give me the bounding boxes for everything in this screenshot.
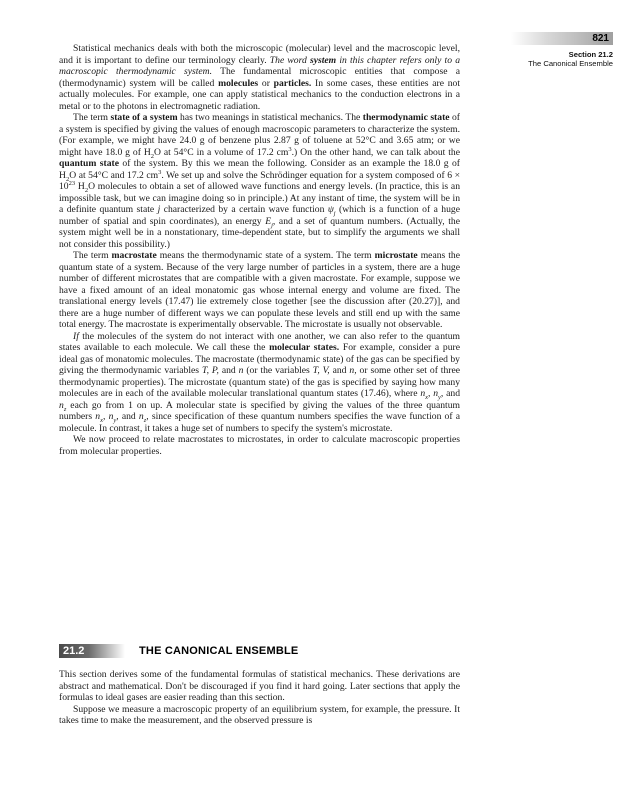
text-run: , [428, 388, 434, 399]
text-run: In some cases, these entities are not actually molecules. For example, one can apply statistical mechanics to the conduction electrons in a metal or to the photons in electromagnetic radiation. [59, 77, 461, 112]
text-run: T, V, [312, 365, 330, 376]
text-run: The term [73, 250, 112, 261]
text-run: , and [440, 388, 460, 399]
text-run: ψ [327, 204, 334, 215]
text-run: n [420, 388, 426, 399]
text-run: , and [116, 411, 139, 422]
text-run: , [102, 411, 109, 422]
text-run: 2 [84, 186, 89, 194]
text-run: macrostate [111, 250, 157, 261]
text-run: of a system is specified by giving the values of enough macroscopic parameters to characterize the system. (For example, we might have 24.0 g of benzene plus 2.87 g of toluene at 52°C and 3.65 atm; or we might have 18.0 g of H [59, 112, 461, 158]
text-run: in this chapter refers only to a macroscopic thermodynamic system. [59, 54, 460, 77]
text-run: O at 54°C in a volume of 17.2 cm [154, 146, 289, 158]
paragraph [59, 112, 460, 250]
text-run: 3 [288, 145, 292, 153]
text-run: has two meanings in statistical mechanics. The [177, 112, 363, 123]
body-text [59, 43, 460, 457]
section-heading-number: 21.2 [63, 645, 85, 657]
text-run: n, [349, 365, 357, 376]
text-run: n [95, 411, 101, 422]
page-number-box [511, 32, 613, 45]
text-run: Suppose we measure a macroscopic property of an equilibrium system, for example, the pressure. It takes time to make the measurement, and the observed pressure is [59, 703, 460, 726]
text-run: of the system. By this we mean the following. Consider as an example the 18.0 g of H [59, 158, 460, 181]
text-run: quantum state [59, 158, 119, 169]
text-run: particles. [273, 77, 312, 89]
text-run: For example, consider a pure ideal gas of monatomic molecules. The macrostate (thermodynamic state) of the gas can be specified by giving the thermodynamic variables [59, 342, 460, 376]
text-run: y [113, 416, 117, 424]
text-run: characterized by a certain wave function [160, 204, 328, 215]
text-run: or [258, 77, 274, 89]
text-run: n [59, 399, 64, 411]
text-run: The term [73, 112, 111, 123]
text-run: The fundamental microscopic entities that compose a (thermodynamic) system will be called [59, 66, 460, 89]
text-run: and [329, 365, 350, 376]
text-run: z [63, 405, 67, 413]
page-number: 821 [592, 33, 609, 44]
text-run: state of a system [110, 112, 178, 123]
text-run: 23 [68, 179, 76, 187]
text-run: or some other set of three thermodynamic properties). The microstate (quantum state) of the gas is specified by saying how many molecules are in each of the available molecular translational quantum states (17.46), where [59, 365, 461, 399]
text-run: n [108, 411, 114, 422]
paragraph [59, 331, 460, 435]
text-run: O at 54°C and 17.2 cm [69, 169, 159, 181]
text-run: means the quantum state of a system. Because of the very large number of particles in a system, there are a huge number of different microstates that are compatible with a given macrostate. For example, suppose we have a fixed amount of an ideal monatomic gas whose internal energy and volume are fixed. The translational energy levels (17.47) lie extremely close together [see the discussion after (20.27)], and there are a huge number of different ways we can populate these levels and still end up with the same total energy. The macrostate is experimentally observable. The microstate is usually not observable. [59, 250, 460, 330]
paragraph [59, 43, 460, 112]
text-run: z [143, 416, 147, 424]
text-run: thermodynamic state [362, 112, 450, 123]
text-run: molecules [218, 77, 259, 89]
text-run: E [265, 215, 272, 227]
text-run: n [238, 365, 244, 376]
text-run: , since specification of these quantum numbers specifies the wave function of a molecule. In contrast, it takes a huge set of numbers to specify the system's microstate. [59, 411, 460, 434]
text-run: , and a set of quantum numbers. (Actually, the system might well be in a nonstationary, time-dependent state, but to simplify the arguments we shall not consider this possibility.) [59, 215, 460, 250]
text-run: . We set up and solve the Schrödinger equation for a system composed of 6 × 10 [59, 169, 460, 192]
text-run: means the thermodynamic state of a system. The term [156, 250, 375, 261]
section-heading [59, 644, 460, 658]
text-run: j [157, 204, 161, 215]
body-text-2 [59, 669, 460, 727]
text-run: H [75, 181, 85, 192]
paragraph [59, 669, 460, 704]
text-run: The word [269, 54, 310, 66]
text-run: O molecules to obtain a set of allowed wave functions and energy levels. (In practice, this is an impossible task, but we can imagine doing so in principle.) At any instant of time, the system will be in a definite quantum state [59, 181, 461, 215]
text-run: (or the variables [243, 365, 313, 376]
text-run: the molecules of the system do not interact with one another, we can also refer to the quantum states available to each molecule. We call these the [59, 330, 460, 353]
text-run: each go from 1 on up. A molecular state is specified by giving the values of the three quantum numbers [59, 399, 460, 422]
text-run: T, P, [201, 365, 219, 376]
paragraph [59, 434, 460, 457]
text-run: (which is a function of a huge number of spatial and spin coordinates), an energy [59, 204, 460, 227]
text-run: 3 [158, 168, 162, 176]
text-run: microstate [374, 250, 418, 261]
text-run: and [218, 365, 239, 376]
text-run: 2 [65, 175, 70, 183]
text-run: x [425, 393, 429, 401]
text-run: .) On the other hand, we can talk about the [291, 146, 460, 158]
text-run: y [438, 393, 441, 401]
text-run: Statistical mechanics deals with both the microscopic (molecular) level and the macroscopic level, and it is important to define our terminology clearly. [59, 43, 460, 66]
section-number-box [59, 644, 125, 658]
paragraph [59, 250, 460, 331]
text-run: If [73, 330, 79, 342]
running-head-section-number: Section 21.2 [568, 50, 613, 59]
text-run: 2 [150, 152, 155, 160]
text-run: j [271, 221, 273, 229]
text-run: This section derives some of the fundamental formulas of statistical mechanics. These derivations are abstract and mathematical. Don't be discouraged if you find it hard going. Later sections that apply the formulas to ideal gases are easier reading than this section. [59, 669, 460, 703]
running-head-section-title: The Canonical Ensemble [528, 59, 613, 68]
text-run: x [100, 416, 103, 424]
text-run: system [309, 54, 337, 66]
text-run: n [433, 388, 439, 399]
text-run: molecular states. [269, 342, 340, 353]
section-heading-title: THE CANONICAL ENSEMBLE [139, 645, 299, 657]
running-head [528, 50, 613, 68]
text-run: We now proceed to relate macrostates to microstates, in order to calculate macroscopic properties from molecular properties. [59, 434, 460, 457]
paragraph [59, 704, 460, 727]
text-run: j [333, 209, 336, 217]
text-run: n [138, 411, 144, 422]
